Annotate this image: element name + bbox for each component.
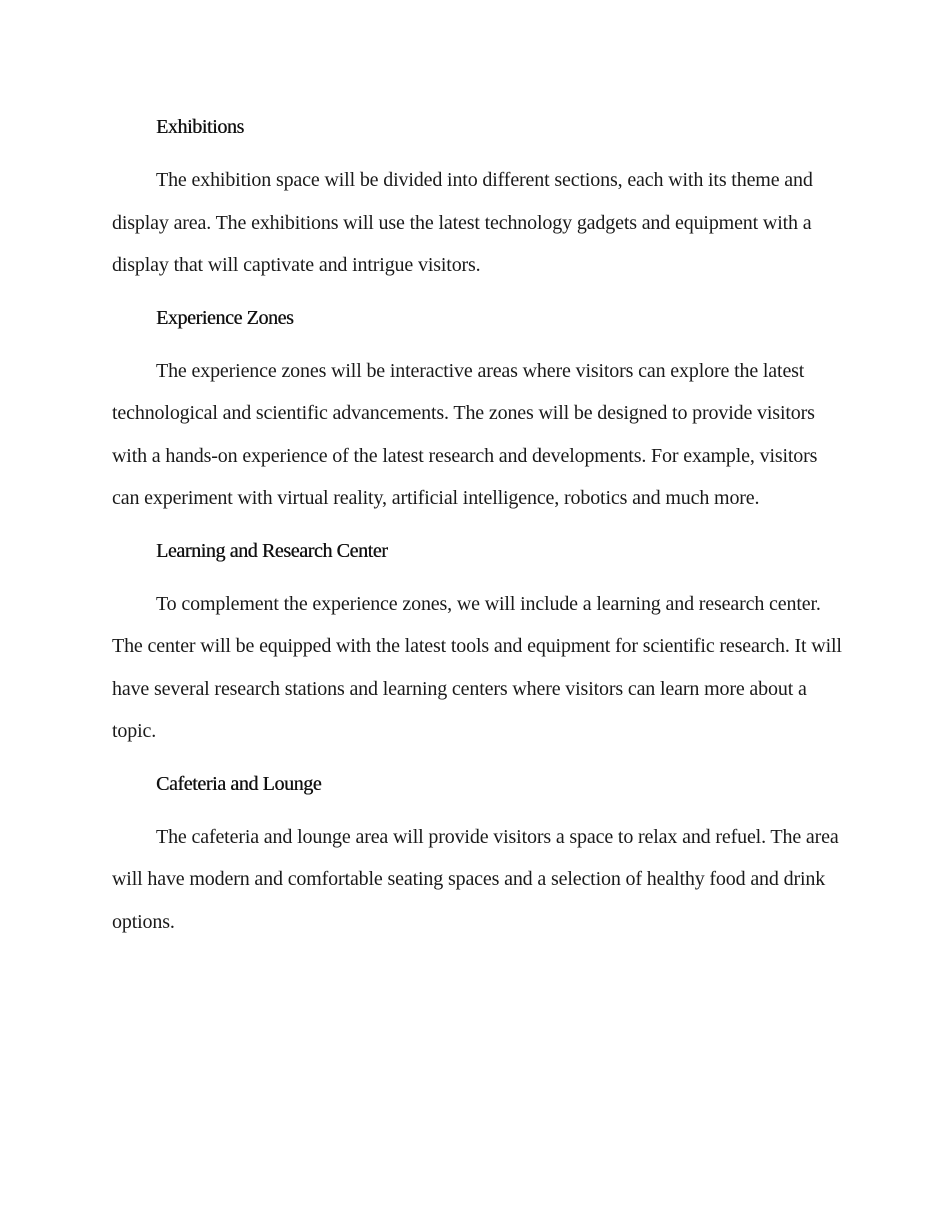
section-paragraph-learning-research-center: To complement the experience zones, we will include a learning and research center. The center will be equipped with the latest tools and equipment for scientific research. It will have several research stations and learning centers where visitors can learn more about a topic. bbox=[112, 592, 842, 742]
section-paragraph-exhibitions: The exhibition space will be divided into different sections, each with its theme and display area. The exhibitions will use the latest technology gadgets and equipment with a display that will captivate and intrigue visitors. bbox=[112, 169, 813, 276]
section-heading-cafeteria-lounge: Cafeteria and Lounge bbox=[156, 772, 322, 795]
section-heading-learning-research-center: Learning and Research Center bbox=[156, 539, 388, 562]
document-body bbox=[112, 108, 842, 955]
section-paragraph-experience-zones: The experience zones will be interactive areas where visitors can explore the latest technological and scientific advancements. The zones will be designed to provide visitors with a hands-on experience of the latest research and developments. For example, visitors can experiment with virtual reality, artificial intelligence, robotics and much more. bbox=[112, 359, 818, 509]
section-paragraph-cafeteria-lounge: The cafeteria and lounge area will provide visitors a space to relax and refuel. The area will have modern and comfortable seating spaces and a selection of healthy food and drink options. bbox=[112, 825, 839, 933]
section-heading-exhibitions: Exhibitions bbox=[156, 116, 244, 138]
section-heading-experience-zones: Experience Zones bbox=[156, 306, 294, 329]
